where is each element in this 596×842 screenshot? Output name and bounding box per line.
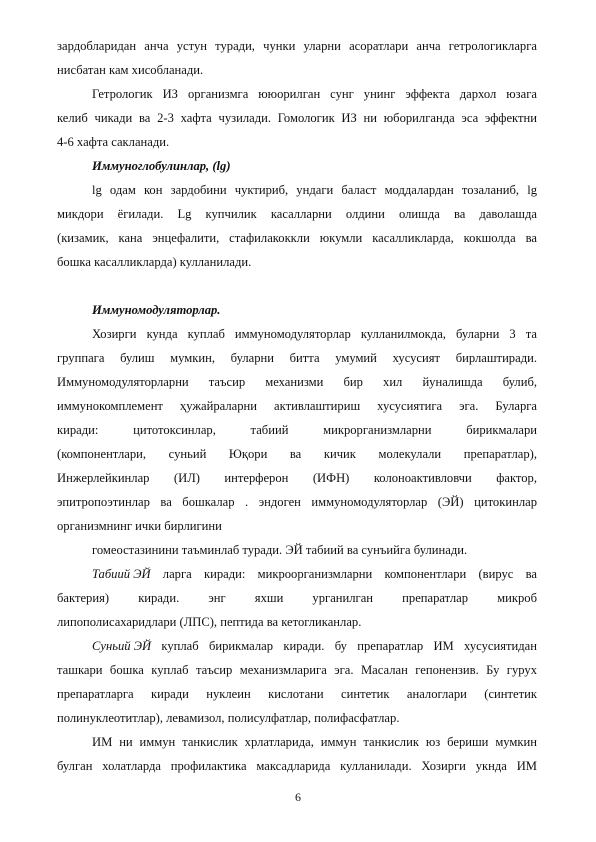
page-number: 6 bbox=[295, 790, 301, 804]
text-line: (компонентлари, суньий Юқори ва кичик молекулали препаратлар), bbox=[57, 447, 537, 461]
text-line: препаратларга киради нуклеин кислотани синтетик аналоглари (синтетик bbox=[57, 687, 537, 701]
text-line: нисбатан кам хисобланади. bbox=[57, 63, 204, 77]
text-line: эпитропоэтинлар ва бошкалар . эндоген иммуномодуляторлар (ЭЙ) цитокинлар bbox=[57, 495, 537, 509]
section-heading: Иммуномодуляторлар. bbox=[92, 303, 221, 317]
section-heading: Иммуноглобулинлар, (lg) bbox=[92, 159, 231, 173]
text-line: липополисахаридлари (ЛПС), пептида ва кетогликанлар. bbox=[57, 615, 362, 629]
italic-term: Суньий ЭЙ bbox=[92, 639, 152, 653]
text-line: микдори ёгилади. Lg купчилик касалларни олдини олишда ва даволашда bbox=[57, 207, 537, 221]
text-line: lg одам кон зардобини чуктириб, ундаги баласт моддалардан тозаланиб, lg bbox=[92, 183, 537, 197]
text-line: бошка касалликларда) кулланилади. bbox=[57, 255, 252, 269]
text-line: ташкари бошка куплаб таъсир механизмларига эга. Масалан гепонензив. Бу гурух bbox=[57, 663, 537, 677]
text-line: Хозирги кунда куплаб иммуномодуляторлар кулланилмокда, буларни 3 та bbox=[92, 327, 537, 341]
text-line: 4-6 хафта сакланади. bbox=[57, 135, 170, 149]
text-line: Инжерлейкинлар (ИЛ) интерферон (ИФН) колоноактивловчи фактор, bbox=[57, 471, 537, 485]
text-line: Гетрологик ИЗ организмга ююорилган сунг унинг эффекта дархол юзага bbox=[92, 87, 537, 101]
text-line: группага булиш мумкин, буларни битта умумий хусусият бирлаштиради. bbox=[57, 351, 537, 365]
text-line: келиб чикади ва 2-3 хафта чузилади. Гомологик ИЗ ни юборилганда эса эффектни bbox=[57, 111, 537, 125]
text-line: бактерия) киради. энг яхши урганилган препаратлар микроб bbox=[57, 591, 537, 605]
text-line bbox=[92, 566, 537, 582]
text-line: организмнинг ички бирлигини bbox=[57, 519, 222, 533]
text-line: зардобларидан анча устун туради, чунки уларни асоратлари анча гетрологикларга bbox=[57, 39, 537, 53]
italic-term: Табиий ЭЙ bbox=[92, 567, 151, 581]
text-run: ларга киради: микроорганизмларни компонентлари (вирус ва bbox=[150, 567, 537, 581]
text-line: Иммуномодуляторларни таъсир механизми бир хил йуналишда булиб, bbox=[57, 375, 537, 389]
text-line: ИМ ни иммун танкислик хрлатларида, иммун танкислик юз бериши мумкин bbox=[92, 735, 537, 749]
text-line: гомеостазинини таъминлаб туради. ЭЙ табиий ва сунъийга булинади. bbox=[92, 543, 468, 557]
text-run: куплаб бирикмалар киради. бу препаратлар ИМ хусусиятидан bbox=[151, 639, 537, 653]
text-line: булган холатларда профилактика максадларида кулланилади. Хозирги укнда ИМ bbox=[57, 759, 537, 773]
text-line bbox=[92, 638, 537, 654]
text-line: иммунокомплемент ҳужайраларни активлаштириш хусусиятига эга. Буларга bbox=[57, 399, 537, 413]
text-line: киради: цитотоксинлар, табиий микрорганизмларни бирикмалари bbox=[57, 423, 537, 437]
text-line: полинуклеотитлар), левамизол, полисулфатлар, полифасфатлар. bbox=[57, 711, 400, 725]
text-line: (кизамик, кана энцефалити, стафилакоккли юкумли касалликларда, кокшолда ва bbox=[57, 231, 537, 245]
